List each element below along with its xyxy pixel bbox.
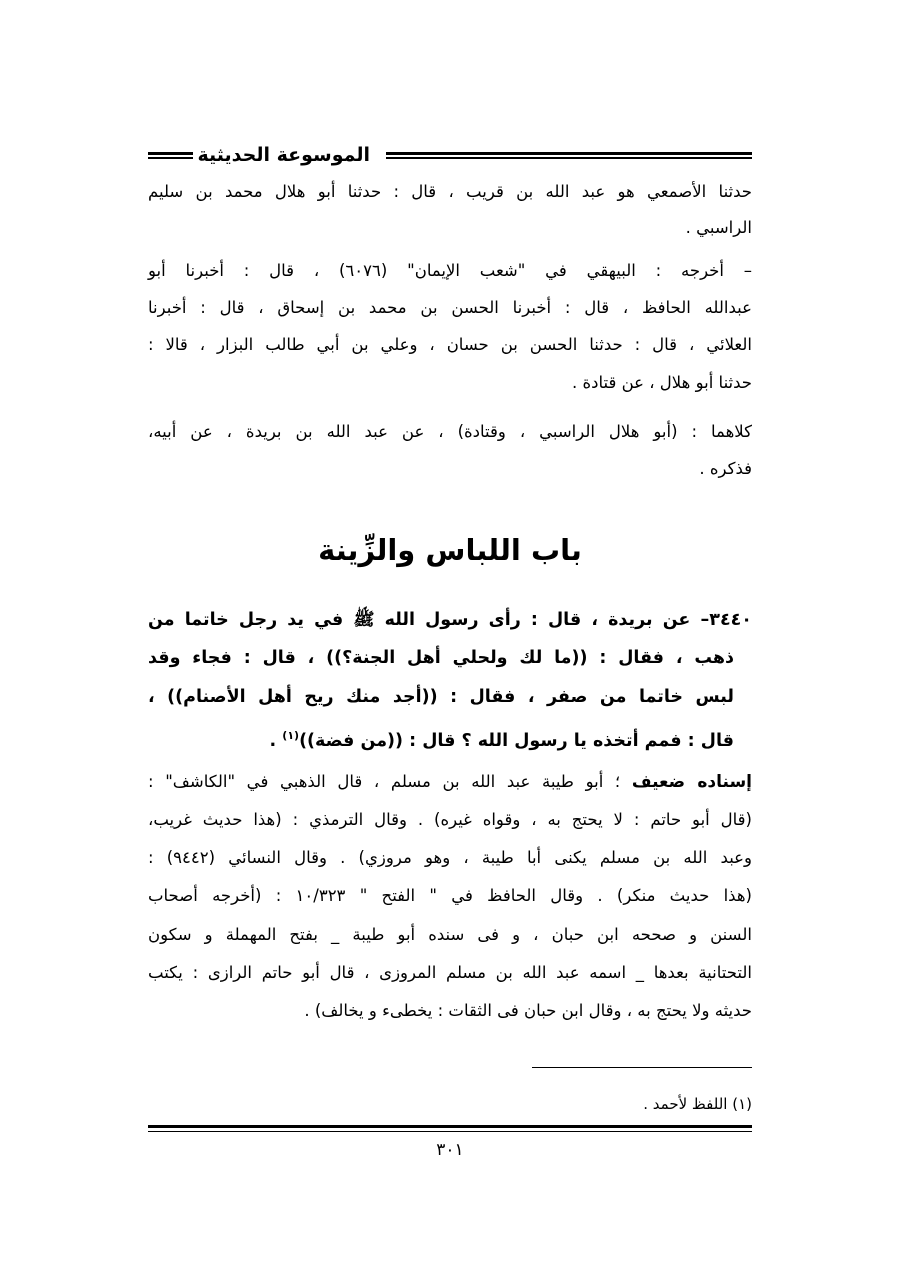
hadith-last-line xyxy=(148,719,734,753)
text-line: عبدالله الحافظ ، قال : أخبرنا الحسن بن محمد بن إسحاق ، قال : أخبرنا xyxy=(148,298,752,317)
text-line: كلاهما : (أبو هلال الراسبي ، وقتادة) ، عن عبد الله بن بريدة ، عن أبيه، xyxy=(148,422,752,441)
page-number: ٣٠١ xyxy=(436,1140,464,1160)
text-line: – أخرجه : البيهقي في "شعب الإيمان" (٦٠٧٦) ، قال : أخبرنا أبو xyxy=(148,261,753,280)
commentary-first-line xyxy=(148,765,752,799)
text-line: العلائي ، قال : حدثنا الحسن بن حسان ، وعلي بن أبي طالب البزار ، قالا : xyxy=(148,335,752,354)
text-line: (هذا حديث منكر) . وقال الحافظ في " الفتح " ١٠/٣٢٣ : (أخرجه أصحاب xyxy=(148,886,752,905)
header-title: الموسوعة الحديثية xyxy=(197,144,370,166)
hadith-line: ٣٤٤٠– عن بريدة ، قال : رأى رسول الله ﷺ في يد رجل خاتما من xyxy=(148,610,752,630)
text-line: وعبد الله بن مسلم يكنى أبا طيبة ، وهو مروزي) . وقال النسائي (٩٤٤٢) : xyxy=(148,848,752,867)
text-line: الراسبي . xyxy=(685,218,752,237)
hadith-line: ذهب ، فقال : ((ما لك ولحلي أهل الجنة؟)) ، قال : فجاء وقد xyxy=(148,648,734,668)
hadith-line: لبس خاتما من صفر ، فقال : ((أجد منك ريح أهل الأصنام)) ، xyxy=(148,687,734,707)
text-line: حدثنا الأصمعي هو عبد الله بن قريب ، قال : حدثنا أبو هلال محمد بن سليم xyxy=(148,182,752,201)
hadith-end: . xyxy=(269,730,283,751)
footnote: (١) اللفظ لأحمد . xyxy=(643,1095,752,1113)
footnote-marker: (١) xyxy=(282,729,300,742)
section-title: باب اللباس والزِّينة xyxy=(318,533,582,567)
text-line: فذكره . xyxy=(699,459,752,478)
text-span: ؛ أبو طيبة عبد الله بن مسلم ، قال الذهبي في "الكاشف" : xyxy=(148,772,621,791)
footnote-separator xyxy=(532,1067,752,1068)
header-rule-right xyxy=(386,152,752,159)
footer-rule xyxy=(148,1125,752,1132)
running-header xyxy=(148,140,752,170)
text-line: (قال أبو حاتم : لا يحتج به ، وقواه غيره) . وقال الترمذي : (هذا حديث غريب، xyxy=(148,810,752,829)
text-line: التحتانية بعدها _ اسمه عبد الله بن مسلم المروزى ، قال أبو حاتم الرازى : يكتب xyxy=(148,963,752,982)
text-line: حديثه ولا يحتج به ، وقال ابن حبان فى الثقات : يخطىء و يخالف) . xyxy=(304,1001,752,1020)
isnad-verdict: إسناده ضعيف xyxy=(631,772,752,792)
hadith-line: قال : فمم أتخذه يا رسول الله ؟ قال : ((من فضة)) xyxy=(299,730,734,751)
text-line: السنن و صححه ابن حبان ، و فى سنده أبو طيبة _ بفتح المهملة و سكون xyxy=(148,925,752,944)
text-line: حدثنا أبو هلال ، عن قتادة . xyxy=(571,373,752,392)
header-rule-left xyxy=(148,152,193,159)
